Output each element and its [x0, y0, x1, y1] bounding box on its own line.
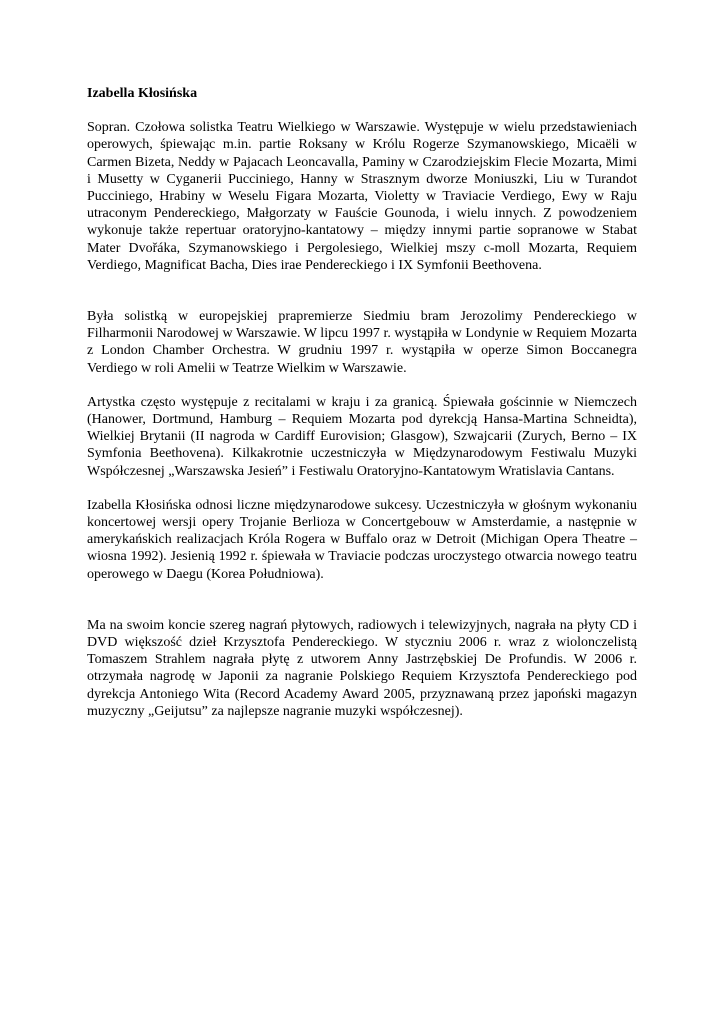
paragraph-spacer	[87, 274, 637, 308]
paragraph-recordings: Ma na swoim koncie szereg nagrań płytowych, radiowych i telewizyjnych, nagrała na płyty CD i DVD większość dzieł Krzysztofa Pendereckiego. W styczniu 2006 r. wraz z wiolonczelistą Tomaszem Strahlem nagrała płytę z utworem Anny Jastrzębskiej De Profundis. W 2006 r. otrzymała nagrodę w Japonii za nagranie Polskiego Requiem Krzysztofa Pendereckiego pod dyrekcja Antoniego Wita (Record Academy Award 2005, przyznawaną przez japoński magazyn muzyczny „Geijutsu” za najlepsze nagranie muzyki współczesnej).	[87, 617, 637, 719]
paragraph-spacer	[87, 583, 637, 617]
paragraph-spacer	[87, 377, 637, 394]
page-title: Izabella Kłosińska	[87, 86, 198, 101]
paragraph-premiere: Była solistką w europejskiej prapremierze Siedmiu bram Jerozolimy Pendereckiego w Filharmonii Narodowej w Warszawie. W lipcu 1997 r. wystąpiła w Londynie w Requiem Mozarta z London Chamber Orchestra. W grudniu 1997 r. wystąpiła w operze Simon Boccanegra Verdiego w roli Amelii w Teatrze Wielkim w Warszawie.	[87, 309, 637, 376]
paragraph-intro: Sopran. Czołowa solistka Teatru Wielkiego w Warszawie. Występuje w wielu przedstawieniach operowych, śpiewając m.in. partie Roksany w Królu Rogerze Szymanowskiego, Micaëli w Carmen Bizeta, Neddy w Pajacach Leoncavalla, Paminy w Czarodziejskim Flecie Mozarta, Mimi i Musetty w Cyganerii Pucciniego, Hanny w Strasznym dworze Moniuszki, Liu w Turandot Pucciniego, Hrabiny w Weselu Figara Mozarta, Violetty w Traviacie Verdiego, Ewy w Raju utraconym Pendereckiego, Małgorzaty w Fauście Gounoda, i wielu innych. Z powodzeniem wykonuje także repertuar oratoryjno-kantatowy – między innymi partie sopranowe w Stabat Mater Dvořáka, Szymanowskiego i Pergolesiego, Wielkiej mszy c-moll Mozarta, Requiem Verdiego, Magnificat Bacha, Dies irae Pendereckiego i IX Symfonii Beethovena.	[87, 120, 637, 273]
paragraph-recitals: Artystka często występuje z recitalami w kraju i za granicą. Śpiewała gościnnie w Niemczech (Hanower, Dortmund, Hamburg – Requiem Mozarta pod dyrekcją Hansa-Martina Schneidta), Wielkiej Brytanii (II nagroda w Cardiff Eurovision; Glasgow), Szwajcarii (Zurych, Berno – IX Symfonia Beethovena). Kilkakrotnie uczestniczyła w Międzynarodowym Festiwalu Muzyki Współczesnej „Warszawska Jesień” i Festiwalu Oratoryjno-Kantatowym Wratislavia Cantans.	[87, 394, 637, 479]
paragraph-spacer	[87, 480, 637, 497]
paragraph-international: Izabella Kłosińska odnosi liczne międzynarodowe sukcesy. Uczestniczyła w głośnym wykonaniu koncertowej wersji opery Trojanie Berlioza w Concertgebouw w Amsterdamie, a następnie w amerykańskich realizacjach Króla Rogera w Buffalo oraz w Detroit (Michigan Opera Theatre – wiosna 1992). Jesienią 1992 r. śpiewała w Traviacie podczas uroczystego otwarcia nowego teatru operowego w Daegu (Korea Południowa).	[87, 497, 637, 582]
document-body	[87, 85, 637, 720]
